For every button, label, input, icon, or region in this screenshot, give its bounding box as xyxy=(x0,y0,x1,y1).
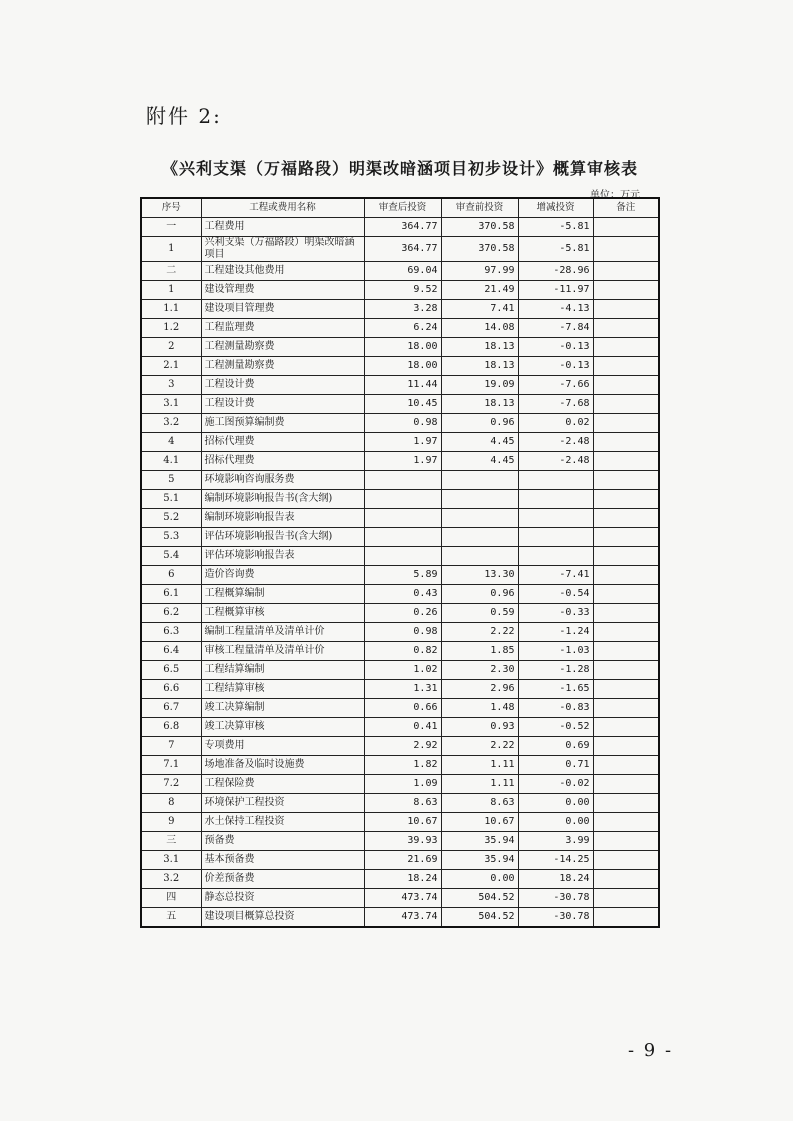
row-seq: 3.1 xyxy=(141,395,201,414)
row-seq: 3.1 xyxy=(141,851,201,870)
row-seq: 6.1 xyxy=(141,585,201,604)
row-before: 19.09 xyxy=(441,376,518,395)
row-diff: -7.66 xyxy=(518,376,593,395)
row-diff: -30.78 xyxy=(518,889,593,908)
table-header-row xyxy=(141,198,659,218)
row-name: 水土保持工程投资 xyxy=(201,813,364,832)
row-note xyxy=(593,680,659,699)
table-row xyxy=(141,237,659,262)
row-name: 工程设计费 xyxy=(201,395,364,414)
row-name: 招标代理费 xyxy=(201,452,364,471)
row-seq: 7 xyxy=(141,737,201,756)
table-row xyxy=(141,471,659,490)
row-seq: 6.5 xyxy=(141,661,201,680)
page-number: - 9 - xyxy=(628,1040,674,1061)
row-name: 场地准备及临时设施费 xyxy=(201,756,364,775)
row-name: 建设项目概算总投资 xyxy=(201,908,364,928)
row-note xyxy=(593,547,659,566)
row-before xyxy=(441,547,518,566)
row-before: 0.96 xyxy=(441,585,518,604)
row-after: 1.02 xyxy=(364,661,441,680)
row-diff: -1.28 xyxy=(518,661,593,680)
row-note xyxy=(593,300,659,319)
row-seq: 一 xyxy=(141,218,201,237)
row-diff: -1.65 xyxy=(518,680,593,699)
row-before: 504.52 xyxy=(441,908,518,928)
row-note xyxy=(593,218,659,237)
row-before: 14.08 xyxy=(441,319,518,338)
row-seq: 5.1 xyxy=(141,490,201,509)
row-name: 工程概算编制 xyxy=(201,585,364,604)
row-name: 工程测量勘察费 xyxy=(201,338,364,357)
row-after: 0.66 xyxy=(364,699,441,718)
row-after xyxy=(364,490,441,509)
row-before: 21.49 xyxy=(441,281,518,300)
row-before: 504.52 xyxy=(441,889,518,908)
row-before: 1.11 xyxy=(441,756,518,775)
row-note xyxy=(593,490,659,509)
row-after: 364.77 xyxy=(364,237,441,262)
row-after: 39.93 xyxy=(364,832,441,851)
row-before: 2.96 xyxy=(441,680,518,699)
row-seq: 二 xyxy=(141,262,201,281)
row-after: 0.43 xyxy=(364,585,441,604)
row-before: 4.45 xyxy=(441,433,518,452)
row-name: 环境影响咨询服务费 xyxy=(201,471,364,490)
row-name: 工程设计费 xyxy=(201,376,364,395)
row-note xyxy=(593,585,659,604)
row-seq: 2 xyxy=(141,338,201,357)
table-row xyxy=(141,395,659,414)
row-after: 3.28 xyxy=(364,300,441,319)
row-before: 10.67 xyxy=(441,813,518,832)
row-diff xyxy=(518,547,593,566)
table-row xyxy=(141,319,659,338)
row-after: 10.67 xyxy=(364,813,441,832)
table-row xyxy=(141,566,659,585)
table-row xyxy=(141,908,659,928)
row-seq: 9 xyxy=(141,813,201,832)
row-note xyxy=(593,737,659,756)
table-row xyxy=(141,262,659,281)
row-diff: -28.96 xyxy=(518,262,593,281)
row-diff: -5.81 xyxy=(518,218,593,237)
row-seq: 3.2 xyxy=(141,870,201,889)
row-diff: -0.13 xyxy=(518,338,593,357)
row-before xyxy=(441,490,518,509)
table-row xyxy=(141,851,659,870)
row-before: 370.58 xyxy=(441,218,518,237)
row-before: 370.58 xyxy=(441,237,518,262)
row-diff xyxy=(518,528,593,547)
row-name: 基本预备费 xyxy=(201,851,364,870)
row-after: 11.44 xyxy=(364,376,441,395)
row-note xyxy=(593,509,659,528)
row-name: 工程保险费 xyxy=(201,775,364,794)
row-after: 5.89 xyxy=(364,566,441,585)
row-seq: 5.4 xyxy=(141,547,201,566)
row-before: 18.13 xyxy=(441,395,518,414)
row-seq: 8 xyxy=(141,794,201,813)
row-name: 编制工程量清单及清单计价 xyxy=(201,623,364,642)
row-name: 工程建设其他费用 xyxy=(201,262,364,281)
header-diff: 增减投资 xyxy=(518,198,593,218)
row-seq: 2.1 xyxy=(141,357,201,376)
table-row xyxy=(141,813,659,832)
row-before: 35.94 xyxy=(441,832,518,851)
row-diff xyxy=(518,471,593,490)
row-after: 6.24 xyxy=(364,319,441,338)
row-note xyxy=(593,338,659,357)
row-diff: 0.69 xyxy=(518,737,593,756)
row-before xyxy=(441,528,518,547)
row-seq: 1.1 xyxy=(141,300,201,319)
row-after: 473.74 xyxy=(364,889,441,908)
table-row xyxy=(141,737,659,756)
table-title: 《兴利支渠（万福路段）明渠改暗涵项目初步设计》概算审核表 xyxy=(162,159,639,178)
unit-label: 单位：万元 xyxy=(590,190,640,201)
row-after xyxy=(364,471,441,490)
row-after: 0.26 xyxy=(364,604,441,623)
row-diff: 0.71 xyxy=(518,756,593,775)
row-diff: 0.00 xyxy=(518,813,593,832)
row-after: 9.52 xyxy=(364,281,441,300)
row-before: 0.00 xyxy=(441,870,518,889)
row-note xyxy=(593,718,659,737)
row-diff: -1.03 xyxy=(518,642,593,661)
row-seq: 五 xyxy=(141,908,201,928)
row-before: 2.30 xyxy=(441,661,518,680)
table-row xyxy=(141,832,659,851)
row-diff: -7.41 xyxy=(518,566,593,585)
row-note xyxy=(593,699,659,718)
row-after: 0.41 xyxy=(364,718,441,737)
row-diff: -7.84 xyxy=(518,319,593,338)
row-note xyxy=(593,414,659,433)
row-diff: -4.13 xyxy=(518,300,593,319)
row-seq: 3 xyxy=(141,376,201,395)
row-note xyxy=(593,281,659,300)
table-row xyxy=(141,433,659,452)
row-after: 2.92 xyxy=(364,737,441,756)
row-note xyxy=(593,775,659,794)
row-seq: 5.3 xyxy=(141,528,201,547)
row-note xyxy=(593,851,659,870)
row-name: 竣工决算审核 xyxy=(201,718,364,737)
row-after: 1.82 xyxy=(364,756,441,775)
row-name: 编制环境影响报告书(含大纲) xyxy=(201,490,364,509)
row-seq: 6.3 xyxy=(141,623,201,642)
table-row xyxy=(141,889,659,908)
header-before: 审查前投资 xyxy=(441,198,518,218)
table-row xyxy=(141,490,659,509)
row-note xyxy=(593,395,659,414)
row-note xyxy=(593,908,659,928)
row-after: 18.00 xyxy=(364,338,441,357)
table-row xyxy=(141,547,659,566)
row-note xyxy=(593,319,659,338)
row-before xyxy=(441,509,518,528)
row-before: 1.85 xyxy=(441,642,518,661)
row-note xyxy=(593,642,659,661)
budget-review-table xyxy=(140,197,660,928)
table-row xyxy=(141,870,659,889)
table-row xyxy=(141,281,659,300)
row-name: 竣工决算编制 xyxy=(201,699,364,718)
row-name: 工程费用 xyxy=(201,218,364,237)
row-name: 工程监理费 xyxy=(201,319,364,338)
table-row xyxy=(141,376,659,395)
table-row xyxy=(141,604,659,623)
row-seq: 6.2 xyxy=(141,604,201,623)
row-note xyxy=(593,237,659,262)
header-note: 备注 xyxy=(593,198,659,218)
row-note xyxy=(593,528,659,547)
row-diff: -1.24 xyxy=(518,623,593,642)
row-diff: -11.97 xyxy=(518,281,593,300)
row-note xyxy=(593,870,659,889)
table-row xyxy=(141,680,659,699)
row-name: 静态总投资 xyxy=(201,889,364,908)
row-after: 0.98 xyxy=(364,623,441,642)
row-diff: -7.68 xyxy=(518,395,593,414)
row-diff: -30.78 xyxy=(518,908,593,928)
header-seq: 序号 xyxy=(141,198,201,218)
table-row xyxy=(141,661,659,680)
row-after xyxy=(364,528,441,547)
row-before: 2.22 xyxy=(441,623,518,642)
row-name: 造价咨询费 xyxy=(201,566,364,585)
row-seq: 1.2 xyxy=(141,319,201,338)
row-before: 18.13 xyxy=(441,357,518,376)
row-seq: 5 xyxy=(141,471,201,490)
row-name: 环境保护工程投资 xyxy=(201,794,364,813)
row-before: 7.41 xyxy=(441,300,518,319)
row-diff: 0.00 xyxy=(518,794,593,813)
row-name: 工程结算审核 xyxy=(201,680,364,699)
row-note xyxy=(593,357,659,376)
table-row xyxy=(141,338,659,357)
row-seq: 5.2 xyxy=(141,509,201,528)
table-row xyxy=(141,357,659,376)
attachment-label: 附件 2: xyxy=(146,104,222,128)
row-after: 1.31 xyxy=(364,680,441,699)
row-seq: 1 xyxy=(141,281,201,300)
row-seq: 6.8 xyxy=(141,718,201,737)
row-name: 审核工程量清单及清单计价 xyxy=(201,642,364,661)
row-note xyxy=(593,376,659,395)
row-after: 10.45 xyxy=(364,395,441,414)
row-after: 18.00 xyxy=(364,357,441,376)
row-seq: 三 xyxy=(141,832,201,851)
table-row xyxy=(141,699,659,718)
row-name: 建设项目管理费 xyxy=(201,300,364,319)
row-seq: 6.6 xyxy=(141,680,201,699)
row-name: 专项费用 xyxy=(201,737,364,756)
row-before: 1.48 xyxy=(441,699,518,718)
row-before: 97.99 xyxy=(441,262,518,281)
row-note xyxy=(593,604,659,623)
table-row xyxy=(141,509,659,528)
row-note xyxy=(593,262,659,281)
row-diff: -0.33 xyxy=(518,604,593,623)
row-name: 招标代理费 xyxy=(201,433,364,452)
table-row xyxy=(141,528,659,547)
row-diff xyxy=(518,490,593,509)
row-note xyxy=(593,433,659,452)
table-row xyxy=(141,300,659,319)
table-row xyxy=(141,775,659,794)
row-after: 1.97 xyxy=(364,433,441,452)
row-note xyxy=(593,623,659,642)
row-note xyxy=(593,813,659,832)
row-name: 价差预备费 xyxy=(201,870,364,889)
row-name: 兴利支渠（万福路段）明渠改暗涵项目 xyxy=(201,237,364,262)
row-before: 1.11 xyxy=(441,775,518,794)
row-before: 4.45 xyxy=(441,452,518,471)
row-after: 8.63 xyxy=(364,794,441,813)
row-seq: 3.2 xyxy=(141,414,201,433)
row-seq: 4 xyxy=(141,433,201,452)
row-seq: 6.4 xyxy=(141,642,201,661)
row-diff: -0.52 xyxy=(518,718,593,737)
table-row xyxy=(141,623,659,642)
row-seq: 7.2 xyxy=(141,775,201,794)
row-after: 0.82 xyxy=(364,642,441,661)
row-name: 工程概算审核 xyxy=(201,604,364,623)
row-diff: -2.48 xyxy=(518,433,593,452)
row-after: 1.09 xyxy=(364,775,441,794)
row-seq: 6.7 xyxy=(141,699,201,718)
row-before: 0.59 xyxy=(441,604,518,623)
row-after: 0.98 xyxy=(364,414,441,433)
table-row xyxy=(141,585,659,604)
row-after: 69.04 xyxy=(364,262,441,281)
table-row xyxy=(141,452,659,471)
row-after: 21.69 xyxy=(364,851,441,870)
row-note xyxy=(593,661,659,680)
row-after xyxy=(364,547,441,566)
row-name: 评估环境影响报告书(含大纲) xyxy=(201,528,364,547)
row-diff: -0.02 xyxy=(518,775,593,794)
row-before: 2.22 xyxy=(441,737,518,756)
row-after: 1.97 xyxy=(364,452,441,471)
row-before: 0.93 xyxy=(441,718,518,737)
row-note xyxy=(593,794,659,813)
row-before: 8.63 xyxy=(441,794,518,813)
row-after: 473.74 xyxy=(364,908,441,928)
row-before: 13.30 xyxy=(441,566,518,585)
table-row xyxy=(141,414,659,433)
row-diff: -5.81 xyxy=(518,237,593,262)
row-diff: -0.13 xyxy=(518,357,593,376)
table-row xyxy=(141,218,659,237)
row-name: 工程测量勘察费 xyxy=(201,357,364,376)
row-diff: 0.02 xyxy=(518,414,593,433)
row-note xyxy=(593,889,659,908)
row-note xyxy=(593,452,659,471)
row-seq: 4.1 xyxy=(141,452,201,471)
row-name: 预备费 xyxy=(201,832,364,851)
row-seq: 6 xyxy=(141,566,201,585)
table-row xyxy=(141,756,659,775)
row-seq: 1 xyxy=(141,237,201,262)
row-after: 364.77 xyxy=(364,218,441,237)
row-diff: -2.48 xyxy=(518,452,593,471)
row-diff: 3.99 xyxy=(518,832,593,851)
row-diff: -0.54 xyxy=(518,585,593,604)
row-note xyxy=(593,756,659,775)
row-name: 评估环境影响报告表 xyxy=(201,547,364,566)
row-name: 建设管理费 xyxy=(201,281,364,300)
row-seq: 四 xyxy=(141,889,201,908)
row-name: 编制环境影响报告表 xyxy=(201,509,364,528)
row-diff: -14.25 xyxy=(518,851,593,870)
row-diff xyxy=(518,509,593,528)
row-after xyxy=(364,509,441,528)
row-name: 工程结算编制 xyxy=(201,661,364,680)
table-row xyxy=(141,794,659,813)
row-note xyxy=(593,832,659,851)
table-row xyxy=(141,642,659,661)
row-before xyxy=(441,471,518,490)
header-after: 审查后投资 xyxy=(364,198,441,218)
row-diff: -0.83 xyxy=(518,699,593,718)
row-before: 0.96 xyxy=(441,414,518,433)
table-row xyxy=(141,718,659,737)
row-before: 18.13 xyxy=(441,338,518,357)
row-seq: 7.1 xyxy=(141,756,201,775)
header-name: 工程或费用名称 xyxy=(201,198,364,218)
row-before: 35.94 xyxy=(441,851,518,870)
row-after: 18.24 xyxy=(364,870,441,889)
row-note xyxy=(593,566,659,585)
row-note xyxy=(593,471,659,490)
row-diff: 18.24 xyxy=(518,870,593,889)
row-name: 施工图预算编制费 xyxy=(201,414,364,433)
